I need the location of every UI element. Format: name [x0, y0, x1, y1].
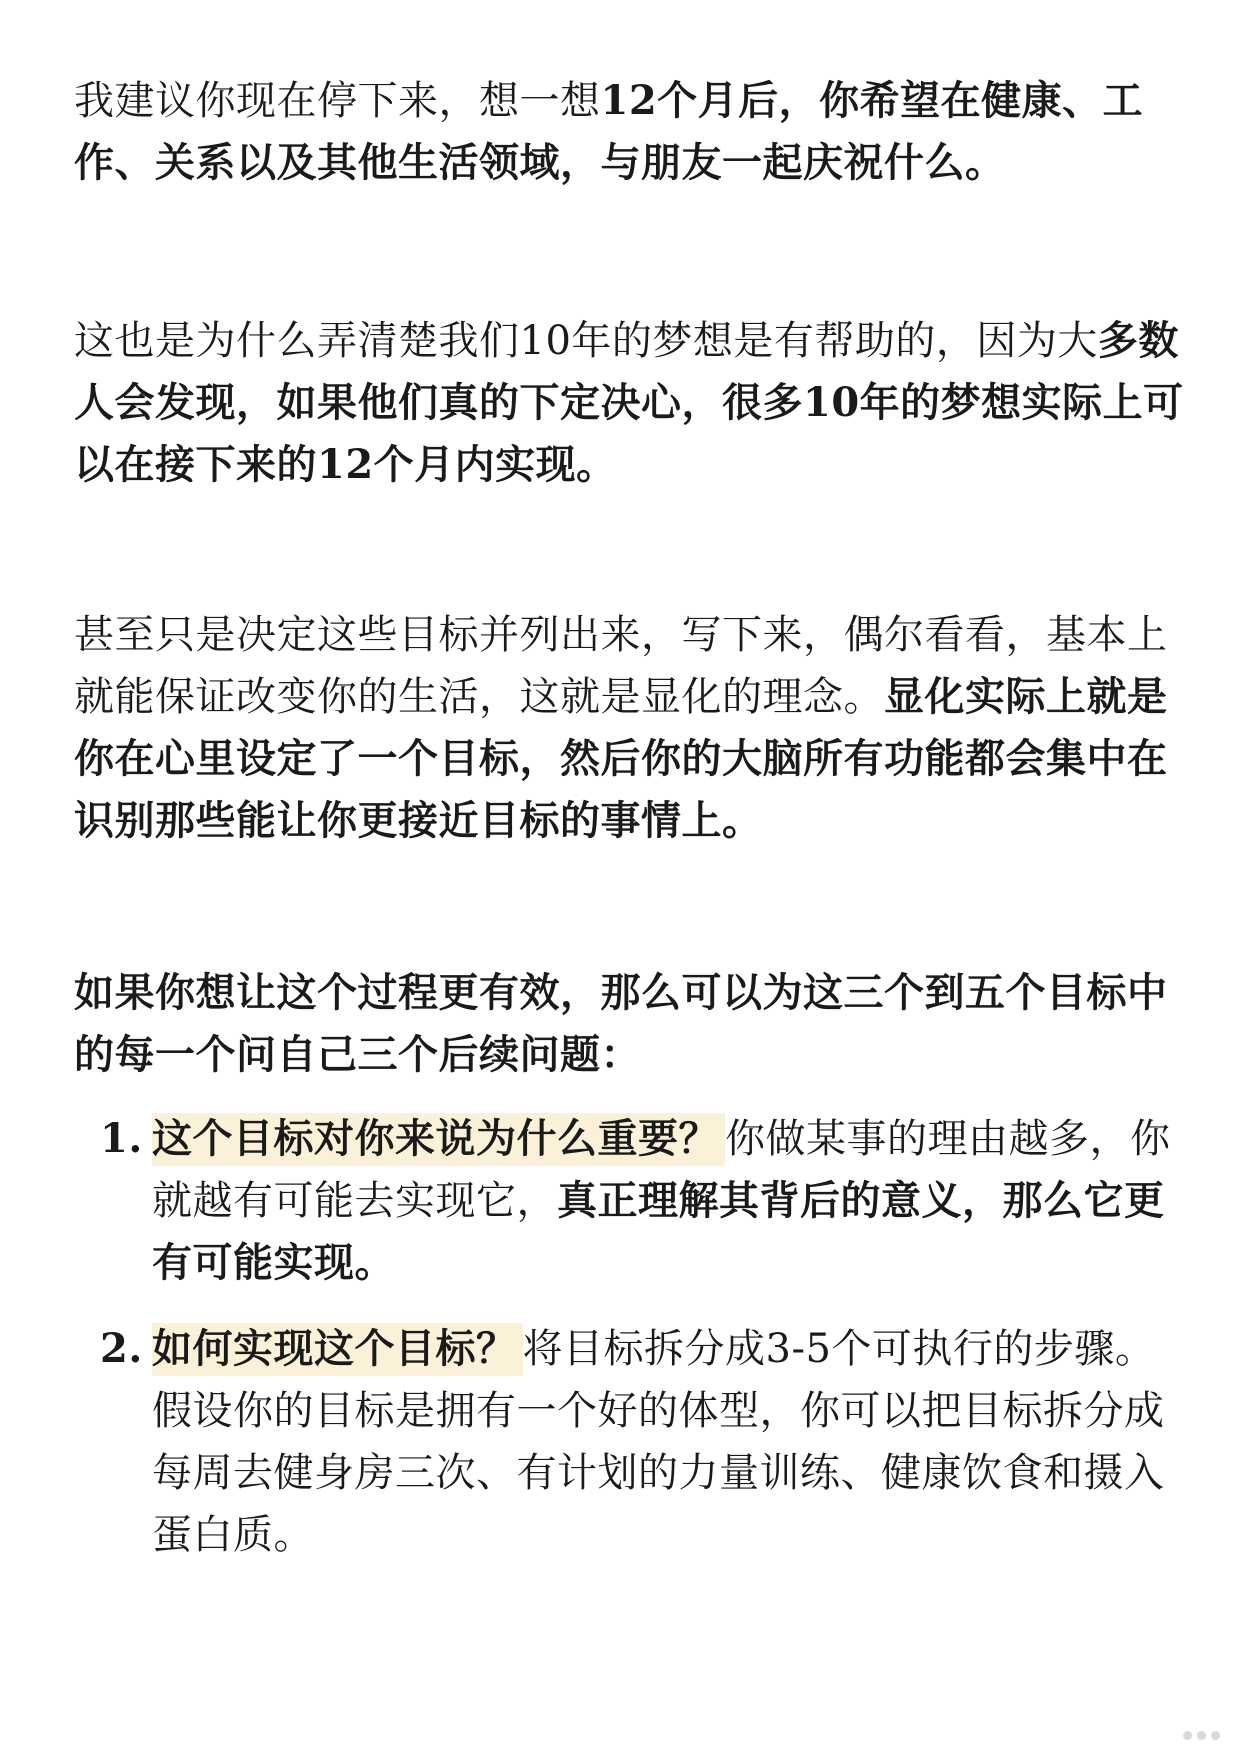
- list-item-2-number: 2.: [100, 1325, 143, 1372]
- paragraph-2: [74, 310, 1184, 496]
- list-item-1-text-a: 你做某事的理由越多，你就越有可能去实现它，: [152, 1116, 1171, 1224]
- list-item-1-number: 1.: [100, 1115, 143, 1162]
- paragraph-2-text-a: 这也是为什么弄清楚我们10年的梦想是有帮助的，因为大: [74, 318, 1098, 364]
- list-item-2-text-a: 将目标拆分成3-5个可执行的步骤。假设你的目标是拥有一个好的体型，你可以把目标拆分成每周去健身房三次、有计划的力量训练、健康饮食和摄入蛋白质。: [152, 1326, 1165, 1558]
- paragraph-1-text-a: 我建议你现在停下来，想一想: [74, 78, 601, 124]
- paragraph-1: [74, 70, 1184, 194]
- follow-up-questions-list: [74, 1108, 1184, 1566]
- dot-icon: [1211, 1731, 1220, 1740]
- dot-icon: [1197, 1731, 1206, 1740]
- list-item-1-text-b: 真正理解其背后的意义，那么它更有可能实现。: [152, 1177, 1165, 1286]
- list-item-2-highlight: 如何实现这个目标？: [152, 1323, 523, 1376]
- paragraph-3-text-b: 显化实际上就是你在心里设定了一个目标，然后你的大脑所有功能都会集中在识别那些能让你更接近目标的事情上。: [74, 673, 1168, 844]
- paragraph-3-text-a: 甚至只是决定这些目标并列出来，写下来，偶尔看看，基本上就能保证改变你的生活，这就是显化的理念。: [74, 612, 1168, 720]
- dot-icon: [1183, 1731, 1192, 1740]
- paragraph-2-text-b: 多数人会发现，如果他们真的下定决心，很多10年的梦想实际上可以在接下来的12个月内实现。: [74, 317, 1184, 488]
- paragraph-4: 如果你想让这个过程更有效，那么可以为这三个到五个目标中的每一个问自己三个后续问题：: [74, 969, 1168, 1078]
- list-item-1-highlight: 这个目标对你来说为什么重要？: [152, 1113, 725, 1166]
- paragraph-1-text-b: 12个月后，你希望在健康、工作、关系以及其他生活领域，与朋友一起庆祝什么。: [74, 77, 1144, 186]
- article-body: [74, 70, 1184, 1590]
- more-dots-icon: [1183, 1731, 1220, 1740]
- paragraph-3: [74, 604, 1184, 852]
- list-item-2: [74, 1318, 1184, 1566]
- list-item-1: [74, 1108, 1184, 1294]
